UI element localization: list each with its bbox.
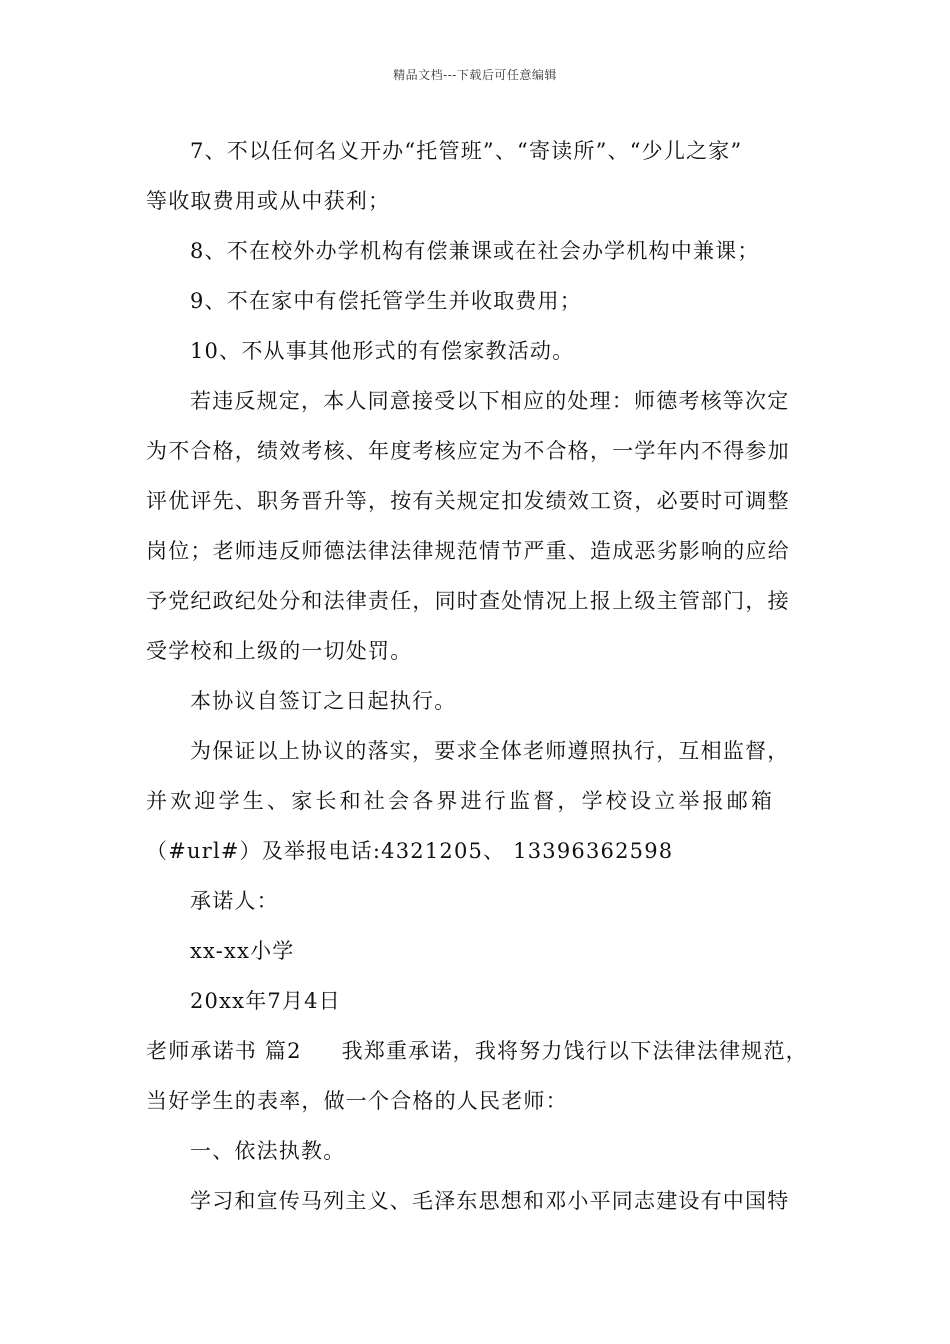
paragraph-line: 7、不以任何名义开办“托管班”、“寄读所”、“少儿之家” — [190, 139, 743, 163]
paragraph-line: 岗位；老师违反师德法律法律规范情节严重、造成恶劣影响的应给 — [146, 539, 790, 563]
paragraph-line: 8、不在校外办学机构有偿兼课或在社会办学机构中兼课； — [190, 239, 760, 263]
section-2-title: 老师承诺书 篇2 — [146, 1039, 302, 1063]
paragraph-line: 并欢迎学生、家长和社会各界进行监督，学校设立举报邮箱 — [146, 789, 776, 813]
school-name: xx-xx小学 — [190, 939, 295, 963]
paragraph-line: （#url#）及举报电话:4321205、 13396362598 — [146, 839, 674, 863]
paragraph-line: 为保证以上协议的落实，要求全体老师遵照执行，互相监督， — [190, 739, 790, 763]
paragraph-line: 9、不在家中有偿托管学生并收取费用； — [190, 289, 582, 313]
signer-label: 承诺人： — [190, 889, 279, 913]
paragraph-line: 本协议自签订之日起执行。 — [190, 689, 457, 713]
paragraph-line: 予党纪政纪处分和法律责任，同时查处情况上报上级主管部门，接 — [146, 589, 790, 613]
document-body — [146, 133, 810, 1233]
paragraph-line: 若违反规定，本人同意接受以下相应的处理：师德考核等次定 — [190, 389, 790, 413]
section-2-first-line — [146, 1033, 810, 1083]
section-heading: 一、依法执教。 — [190, 1139, 346, 1163]
paragraph-line: 为不合格，绩效考核、年度考核应定为不合格，一学年内不得参加 — [146, 439, 790, 463]
paragraph-line: 10、不从事其他形式的有偿家教活动。 — [190, 339, 575, 363]
page-header: 精品文档---下载后可任意编辑 — [393, 68, 557, 82]
sign-date: 20xx年7月4日 — [190, 989, 341, 1013]
paragraph-line: 等收取费用或从中获利； — [146, 189, 391, 213]
paragraph-line: 当好学生的表率，做一个合格的人民老师： — [146, 1089, 568, 1113]
paragraph-line: 受学校和上级的一切处罚。 — [146, 639, 413, 663]
section-2-text: 我郑重承诺，我将努力饯行以下法律法律规范， — [341, 1039, 808, 1063]
paragraph-line: 评优评先、职务晋升等，按有关规定扣发绩效工资，必要时可调整 — [146, 489, 790, 513]
paragraph-line: 学习和宣传马列主义、毛泽东思想和邓小平同志建设有中国特 — [190, 1189, 790, 1213]
